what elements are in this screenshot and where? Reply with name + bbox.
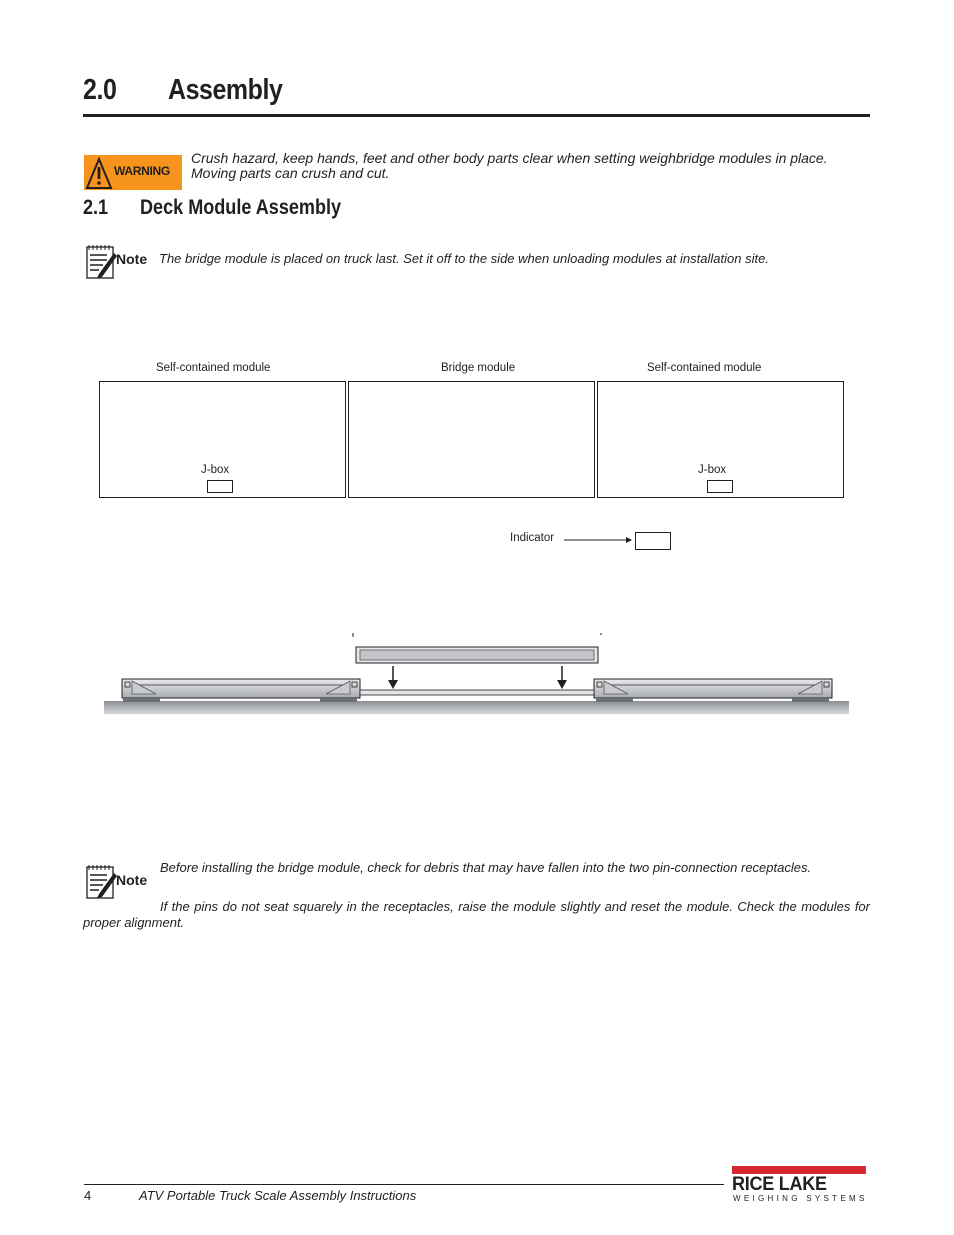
left-module-label: Self-contained module (156, 362, 271, 374)
section-title: Deck Module Assembly (140, 196, 342, 219)
note-label-1: Note (116, 251, 148, 267)
jbox-left (207, 480, 233, 493)
chapter-number: 2.0 (83, 74, 117, 106)
note-text-2a: Before installing the bridge module, check for debris that may have fallen into the two pin-connection receptacles. (160, 860, 812, 875)
indicator-label: Indicator (510, 532, 555, 544)
jbox-right-label: J-box (698, 464, 727, 476)
chapter-title: Assembly (168, 74, 283, 106)
jbox-left-label: J-box (201, 464, 230, 476)
right-module-label: Self-contained module (647, 362, 762, 374)
note-text-1: The bridge module is placed on truck last. Set it off to the side when unloading modules at installation site. (159, 251, 769, 266)
logo-main-text: RICE LAKE (732, 1174, 827, 1195)
note-text-2b-content: If the pins do not seat squarely in the receptacles, raise the module slightly and reset the module. Check the modules for proper alignment. (83, 899, 870, 930)
logo-red-bar (732, 1166, 866, 1174)
page-number: 4 (84, 1188, 92, 1203)
warning-text: Crush hazard, keep hands, feet and other body parts clear when setting weighbridge modules in place. Moving parts can crush and cut. (191, 150, 828, 181)
left-deck-side (122, 679, 360, 698)
heading-rule (83, 114, 870, 117)
indicator-box (635, 532, 671, 550)
logo-sub-text: WEIGHING SYSTEMS (733, 1194, 868, 1203)
note-label-2: Note (116, 872, 148, 888)
right-deck-side (594, 679, 832, 698)
section-number: 2.1 (83, 196, 109, 219)
document-title: ATV Portable Truck Scale Assembly Instructions (139, 1188, 417, 1203)
side-view-illustration (100, 628, 860, 718)
indicator-arrow (564, 535, 634, 545)
jbox-right (707, 480, 733, 493)
rice-lake-logo (730, 1166, 870, 1206)
bridge-module-label: Bridge module (441, 362, 516, 374)
ground (104, 701, 849, 714)
warning-badge (84, 155, 182, 190)
warning-label: WARNING (114, 164, 170, 178)
footer-rule (84, 1184, 724, 1185)
bridge-module-box (348, 381, 595, 498)
note-text-2b (83, 899, 870, 931)
